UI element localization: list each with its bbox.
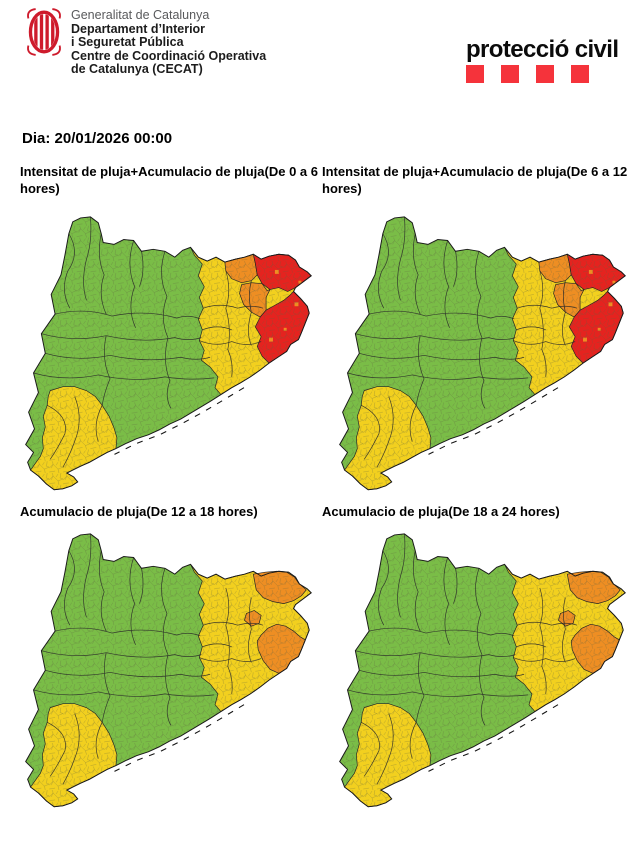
proteccio-civil-logo [466, 38, 618, 83]
report-date: Dia: 20/01/2026 00:00 [22, 130, 173, 147]
proteccio-civil-wordmark: protecció civil [466, 36, 619, 63]
map-title-6-12h: Intensitat de pluja+Acumulacio de pluja(De 6 a 12 hores) [322, 164, 628, 196]
map-title-0-6h: Intensitat de pluja+Acumulacio de pluja(De 0 a 6 hores) [20, 164, 318, 196]
red-square-icon [536, 65, 554, 83]
org-centre-line: Centre de Coordinació Operativa [71, 48, 267, 63]
catalonia-alert-map-0-6h [8, 214, 322, 499]
catalonia-alert-map-12-18h [8, 531, 322, 816]
generalitat-shield-logo [25, 7, 63, 57]
org-centre-line2: de Catalunya (CECAT) [71, 62, 203, 77]
org-dept-line2: i Seguretat Pública [71, 35, 184, 50]
map-title-12-18h: Acumulacio de pluja(De 12 a 18 hores) [20, 504, 258, 519]
proteccio-civil-squares [466, 65, 618, 83]
map-title-18-24h: Acumulacio de pluja(De 18 a 24 hores) [322, 504, 560, 519]
red-square-icon [466, 65, 484, 83]
org-dept-line: Departament d’Interior [71, 21, 206, 36]
red-square-icon [571, 65, 589, 83]
catalonia-alert-map-6-12h [322, 214, 636, 499]
catalonia-alert-map-18-24h [322, 531, 636, 816]
org-title-block [71, 9, 266, 77]
org-name: Generalitat de Catalunya [71, 8, 210, 22]
red-square-icon [501, 65, 519, 83]
